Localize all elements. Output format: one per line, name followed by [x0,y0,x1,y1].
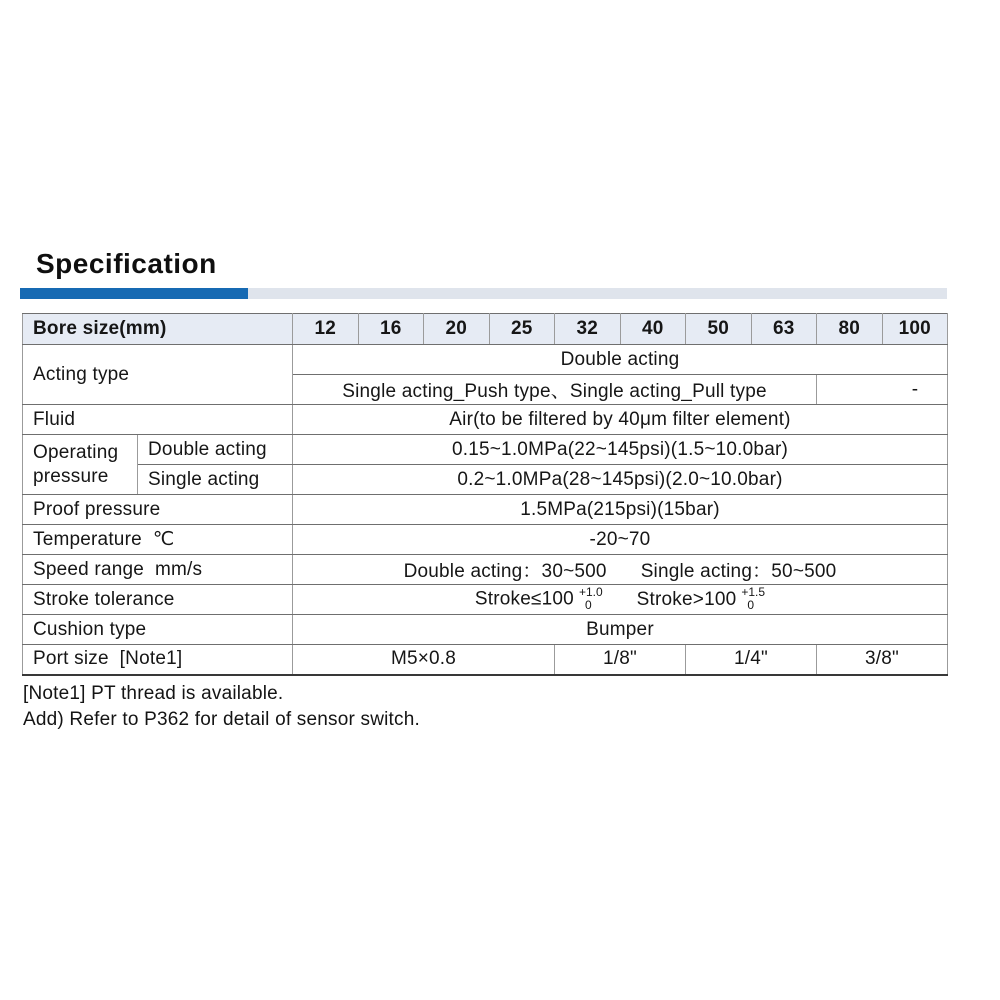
temperature-value: -20~70 [293,525,948,555]
bore-col-16: 16 [358,314,424,345]
bore-col-40: 40 [620,314,686,345]
cushion-type-label: Cushion type [23,615,293,645]
operating-pressure-single-label: Single acting [138,465,293,495]
table-row-header [23,314,948,345]
table-row-operating-pressure-single [23,465,948,495]
title-underline-bar [20,288,947,299]
bore-col-32: 32 [555,314,621,345]
table-row-operating-pressure-double [23,435,948,465]
bore-size-header: Bore size(mm) [23,314,293,345]
speed-range-single: Single acting：50~500 [640,561,837,582]
stroke-le-sub: 0 [584,597,592,612]
stroke-tolerance-value [293,585,948,615]
port-size-m5: M5×0.8 [293,645,555,675]
operating-pressure-single-value: 0.2~1.0MPa(28~145psi)(2.0~10.0bar) [293,465,948,495]
speed-range-double: Double acting：30~500 [403,561,607,582]
operating-pressure-label: Operating pressure [23,435,138,495]
table-row-port-size [23,645,948,675]
operating-pressure-double-value: 0.15~1.0MPa(22~145psi)(1.5~10.0bar) [293,435,948,465]
bore-col-100: 100 [882,314,948,345]
stroke-le-text: Stroke≤100 [474,588,574,610]
proof-pressure-value: 1.5MPa(215psi)(15bar) [293,495,948,525]
stroke-le-sup: +1.0 [578,584,603,599]
acting-type-label: Acting type [23,345,293,405]
fluid-value: Air(to be filtered by 40μm filter element) [293,405,948,435]
port-size-1-8: 1/8" [555,645,686,675]
bore-col-25: 25 [489,314,555,345]
acting-type-single-dash: - [817,375,948,405]
title-underline-bar-accent [20,288,248,299]
footnote-1: [Note1] PT thread is available. [23,683,284,704]
bore-col-50: 50 [686,314,752,345]
bore-col-63: 63 [751,314,817,345]
proof-pressure-label: Proof pressure [23,495,293,525]
acting-type-double-value: Double acting [293,345,948,375]
page-title: Specification [36,248,217,279]
specification-table [22,313,948,676]
temperature-label: Temperature ℃ [23,525,293,555]
operating-pressure-double-label: Double acting [138,435,293,465]
table-row-acting-type-double [23,345,948,375]
stroke-gt-text: Stroke>100 [636,588,737,610]
fluid-label: Fluid [23,405,293,435]
bore-col-12: 12 [293,314,359,345]
stroke-gt-sub: 0 [747,597,755,612]
table-row-proof-pressure [23,495,948,525]
footnotes [23,681,420,733]
stroke-le-tolerance [579,586,603,611]
table-row-stroke-tolerance [23,585,948,615]
port-size-3-8: 3/8" [817,645,948,675]
acting-type-single-value: Single acting_Push type、Single acting_Pull type [293,375,817,405]
table-row-speed-range [23,555,948,585]
stroke-gt-sup: +1.5 [741,584,766,599]
speed-range-value [293,555,948,585]
table-row-cushion-type [23,615,948,645]
cushion-type-value: Bumper [293,615,948,645]
port-size-1-4: 1/4" [686,645,817,675]
bore-col-20: 20 [424,314,490,345]
stroke-gt-tolerance [741,586,765,611]
port-size-label: Port size [Note1] [23,645,293,675]
stroke-tolerance-label: Stroke tolerance [23,585,293,615]
table-row-fluid [23,405,948,435]
bore-col-80: 80 [817,314,883,345]
footnote-2: Add) Refer to P362 for detail of sensor switch. [23,709,420,730]
speed-range-label: Speed range mm/s [23,555,293,585]
table-row-temperature [23,525,948,555]
